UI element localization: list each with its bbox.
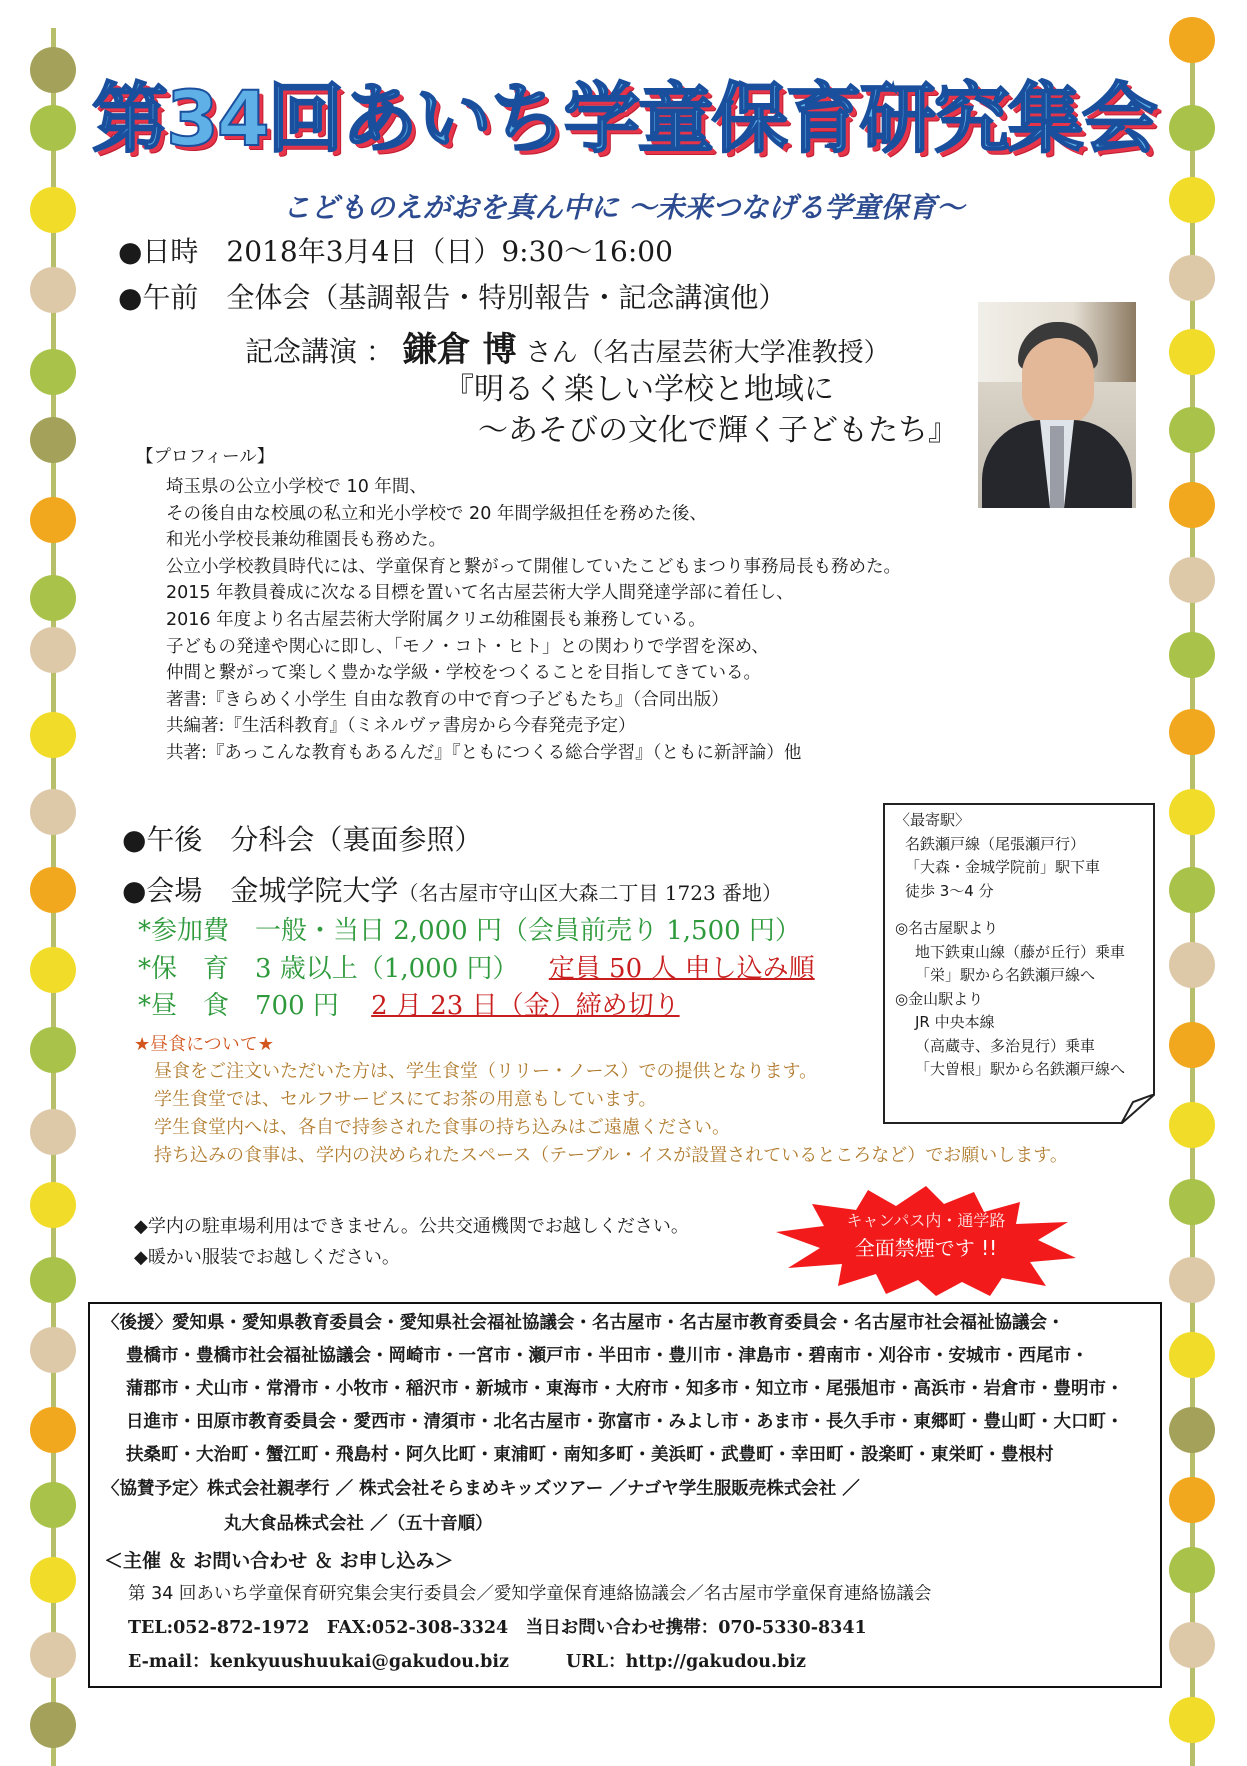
profile-line: 公立小学校教員時代には、学童保育と繋がって開催していたこどもまつり事務局長も務めた。: [166, 556, 901, 577]
decorative-dot: [30, 1109, 76, 1155]
childcare-line: [138, 948, 815, 985]
access-line: （高蔵寺、多治見行）乗車: [915, 1036, 1096, 1055]
decorative-dot: [1169, 1547, 1215, 1593]
no-smoking-line2: 全面禁煙です !!: [854, 1236, 998, 1260]
organizer-heading: ＜主催 ＆ お問い合わせ ＆ お申し込み＞: [104, 1550, 454, 1572]
profile-line: 埼玉県の公立小学校で 10 年間、: [166, 477, 427, 497]
sponsor-box: [88, 1302, 1162, 1688]
profile-line: 共編著:『生活科教育』（ミネルヴァ書房から今春発売予定）: [166, 716, 636, 737]
no-smoking-line1: キャンパス内・通学路: [846, 1211, 1006, 1230]
decorative-dot: [1169, 1477, 1215, 1523]
contact-tel-fax: TEL:052-872-1972 FAX:052-308-3324 当日お問い合わせ携帯：070-5330-8341: [128, 1618, 867, 1638]
access-line: 徒歩 3〜4 分: [905, 881, 994, 900]
decorative-dot: [30, 1182, 76, 1228]
childcare-capacity: 定員 50 人 申し込み順: [548, 954, 815, 984]
access-line: [885, 903, 1153, 917]
decorative-dot: [30, 1027, 76, 1073]
coop-line-1: 〈協賛予定〉株式会社親孝行 ／ 株式会社そらまめキッズツアー ／ナゴヤ学生服販売株式会社 ／: [102, 1479, 860, 1499]
decorative-dot: [30, 47, 76, 93]
decorative-dot: [30, 1257, 76, 1303]
page-subtitle: こどものえがおを真ん中に 〜未来つなげる学童保育〜: [282, 191, 965, 224]
decorative-dot: [1169, 407, 1215, 453]
coop-line-2: 丸大食品株式会社 ／（五十音順）: [224, 1514, 493, 1534]
lunch-deadline: 2 月 23 日（金）締め切り: [371, 991, 680, 1021]
decorative-dot: [30, 867, 76, 913]
contact-url: URL：http://gakudou.biz: [566, 1652, 806, 1672]
decorative-dot: [1169, 557, 1215, 603]
decorative-dot: [1169, 789, 1215, 835]
decorative-dot: [30, 1482, 76, 1528]
photo-tie: [1050, 426, 1064, 508]
access-line: ◎金山駅より: [895, 989, 984, 1008]
page-curl-icon: [1121, 1094, 1155, 1124]
venue-address: （名古屋市守山区大森二丁目 1723 番地）: [398, 881, 783, 905]
contact-email: E-mail：kenkyuushuukai@gakudou.biz: [128, 1652, 509, 1672]
photo-face: [1022, 338, 1094, 426]
lecturer-photo: [978, 302, 1136, 508]
decorative-dot: [30, 1327, 76, 1373]
decorative-dot: [30, 712, 76, 758]
parking-note: ◆学内の駐車場利用はできません。公共交通機関でお越しください。: [134, 1216, 689, 1237]
page-title: 第34回あいち学童保育研究集会: [92, 74, 1156, 163]
organizer-names: 第 34 回あいち学童保育研究集会実行委員会／愛知学童保育連絡協議会／名古屋市学童保育連絡協議会: [128, 1584, 932, 1604]
support-line: 日進市・田原市教育委員会・愛西市・清須市・北名古屋市・弥富市・みよし市・あま市・長久手市・東郷町・豊山町・大口町・: [126, 1412, 1124, 1432]
lecturer-name: 鎌倉 博: [402, 330, 517, 370]
profile-line: 2015 年教員養成に次なる目標を置いて名古屋芸術大学人間発達学部に着任し、: [166, 583, 794, 604]
lunch-info-line: 学生食堂内へは、各自で持参された食事の持ち込みはご遠慮ください。: [154, 1117, 730, 1138]
decorative-dot: [30, 627, 76, 673]
decorative-dot: [1169, 1697, 1215, 1743]
decorative-dot: [30, 417, 76, 463]
access-line: 名鉄瀬戸線（尾張瀬戸行）: [905, 834, 1086, 853]
lunch-line: [138, 985, 680, 1022]
access-line: JR 中央本線: [915, 1013, 995, 1031]
lunch-info-line: 学生食堂では、セルフサービスにてお茶の用意もしています。: [154, 1089, 657, 1110]
profile-line: 2016 年度より名古屋芸術大学附属クリエ幼稚園長も兼務している。: [166, 609, 706, 630]
decorative-dot: [1169, 1102, 1215, 1148]
access-line: 「大曽根」駅から名鉄瀬戸線へ: [915, 1060, 1126, 1078]
lecturer-suffix: さん（名古屋芸術大学准教授）: [525, 338, 890, 368]
afternoon-line: ●午後 分科会（裏面参照）: [122, 823, 483, 856]
lunch-info-line: 昼食をご注文いただいた方は、学生食堂（リリー・ノース）での提供となります。: [154, 1061, 818, 1082]
lunch-fee: *昼 食 700 円: [138, 991, 339, 1021]
lecture-title-1: 『明るく楽しい学校と地域に: [444, 372, 834, 407]
access-line: 〈最寄駅〉: [895, 811, 971, 829]
lunch-info-line: 持ち込みの食事は、学内の決められたスペース（テーブル・イスが設置されているところなど）でお願いします。: [154, 1145, 1068, 1166]
support-line: 蒲郡市・犬山市・常滑市・小牧市・稲沢市・新城市・東海市・大府市・知多市・知立市・尾張旭市・高浜市・岩倉市・豊明市・: [126, 1379, 1124, 1399]
decorative-dot: [1169, 1257, 1215, 1303]
access-line: 「栄」駅から名鉄瀬戸線へ: [915, 966, 1096, 984]
access-line: 「大森・金城学院前」駅下車: [905, 858, 1101, 876]
decorative-dot: [1169, 1022, 1215, 1068]
decorative-dot: [30, 1702, 76, 1748]
profile-line: その後自由な校風の私立和光小学校で 20 年間学級担任を務めた後、: [166, 503, 707, 524]
decorative-dot: [1169, 1407, 1215, 1453]
decorative-dot: [30, 349, 76, 395]
decorative-dot: [30, 789, 76, 835]
lecture-label: 記念講演 ：: [245, 335, 394, 368]
datetime-line: ●日時 2018年3月4日（日）9:30〜16:00: [118, 235, 673, 268]
decorative-dot: [30, 947, 76, 993]
access-box: [883, 803, 1155, 1124]
decorative-dot: [1169, 867, 1215, 913]
lunch-info-heading: ★昼食について★: [134, 1034, 274, 1055]
decorative-dot: [1169, 632, 1215, 678]
right-dot-border: [1163, 0, 1223, 1766]
decorative-dot: [1169, 482, 1215, 528]
profile-line: 著書:『きらめく小学生 自由な教育の中で育つ子どもたち』（合同出版）: [166, 689, 729, 710]
decorative-dot: [1169, 105, 1215, 151]
decorative-dot: [1169, 17, 1215, 63]
decorative-dot: [30, 267, 76, 313]
decorative-dot: [30, 1407, 76, 1453]
venue-line: [122, 869, 782, 909]
profile-line: 共著:『あっこんな教育もあるんだ』『ともにつくる総合学習』（ともに新評論）他: [166, 742, 802, 763]
venue-label: ●会場 金城学院大学: [122, 874, 399, 907]
profile-heading: 【プロフィール】: [136, 447, 275, 467]
support-line: 〈後援〉愛知県・愛知県教育委員会・愛知県社会福祉協議会・名古屋市・名古屋市教育委員会・名古屋市社会福祉協議会・: [102, 1313, 1065, 1333]
lecture-title-2: 〜あそびの文化で輝く子どもたち』: [478, 413, 958, 448]
left-dot-border: [24, 0, 84, 1766]
profile-line: 仲間と繋がって楽しく豊かな学級・学校をつくることを目指してきている。: [166, 663, 761, 684]
decorative-dot: [1169, 1332, 1215, 1378]
support-line: 扶桑町・大治町・蟹江町・飛島村・阿久比町・東浦町・南知多町・美浜町・武豊町・幸田町・設楽町・東栄町・豊根村: [126, 1445, 1054, 1465]
decorative-dot: [1169, 1622, 1215, 1668]
fee-line: *参加費 一般・当日 2,000 円（会員前売り 1,500 円）: [138, 916, 801, 946]
decorative-dot: [30, 497, 76, 543]
childcare-fee: *保 育 3 歳以上（1,000 円）: [138, 954, 519, 984]
access-line: ◎名古屋駅より: [895, 919, 999, 937]
no-smoking-badge: [776, 1186, 1076, 1296]
morning-line: ●午前 全体会（基調報告・特別報告・記念講演他）: [118, 281, 787, 314]
decorative-dot: [1169, 1179, 1215, 1225]
clothing-note: ◆暖かい服装でお越しください。: [134, 1247, 400, 1268]
profile-list: [166, 474, 901, 767]
decorative-dot: [1169, 255, 1215, 301]
decorative-dot: [1169, 709, 1215, 755]
decorative-dot: [30, 575, 76, 621]
decorative-dot: [30, 1557, 76, 1603]
profile-line: 子どもの発達や関心に即し、「モノ・コト・ヒト」との関わりで学習を深め、: [166, 636, 769, 657]
decorative-dot: [1169, 942, 1215, 988]
decorative-dot: [30, 105, 76, 151]
access-line: 地下鉄東山線（藤が丘行）乗車: [915, 942, 1126, 961]
profile-line: 和光小学校長兼幼稚園長も務めた。: [166, 530, 446, 551]
decorative-dot: [1169, 329, 1215, 375]
decorative-dot: [30, 1632, 76, 1678]
support-line: 豊橋市・豊橋市社会福祉協議会・岡崎市・一宮市・瀬戸市・半田市・豊川市・津島市・碧南市・刈谷市・安城市・西尾市・: [126, 1346, 1089, 1366]
